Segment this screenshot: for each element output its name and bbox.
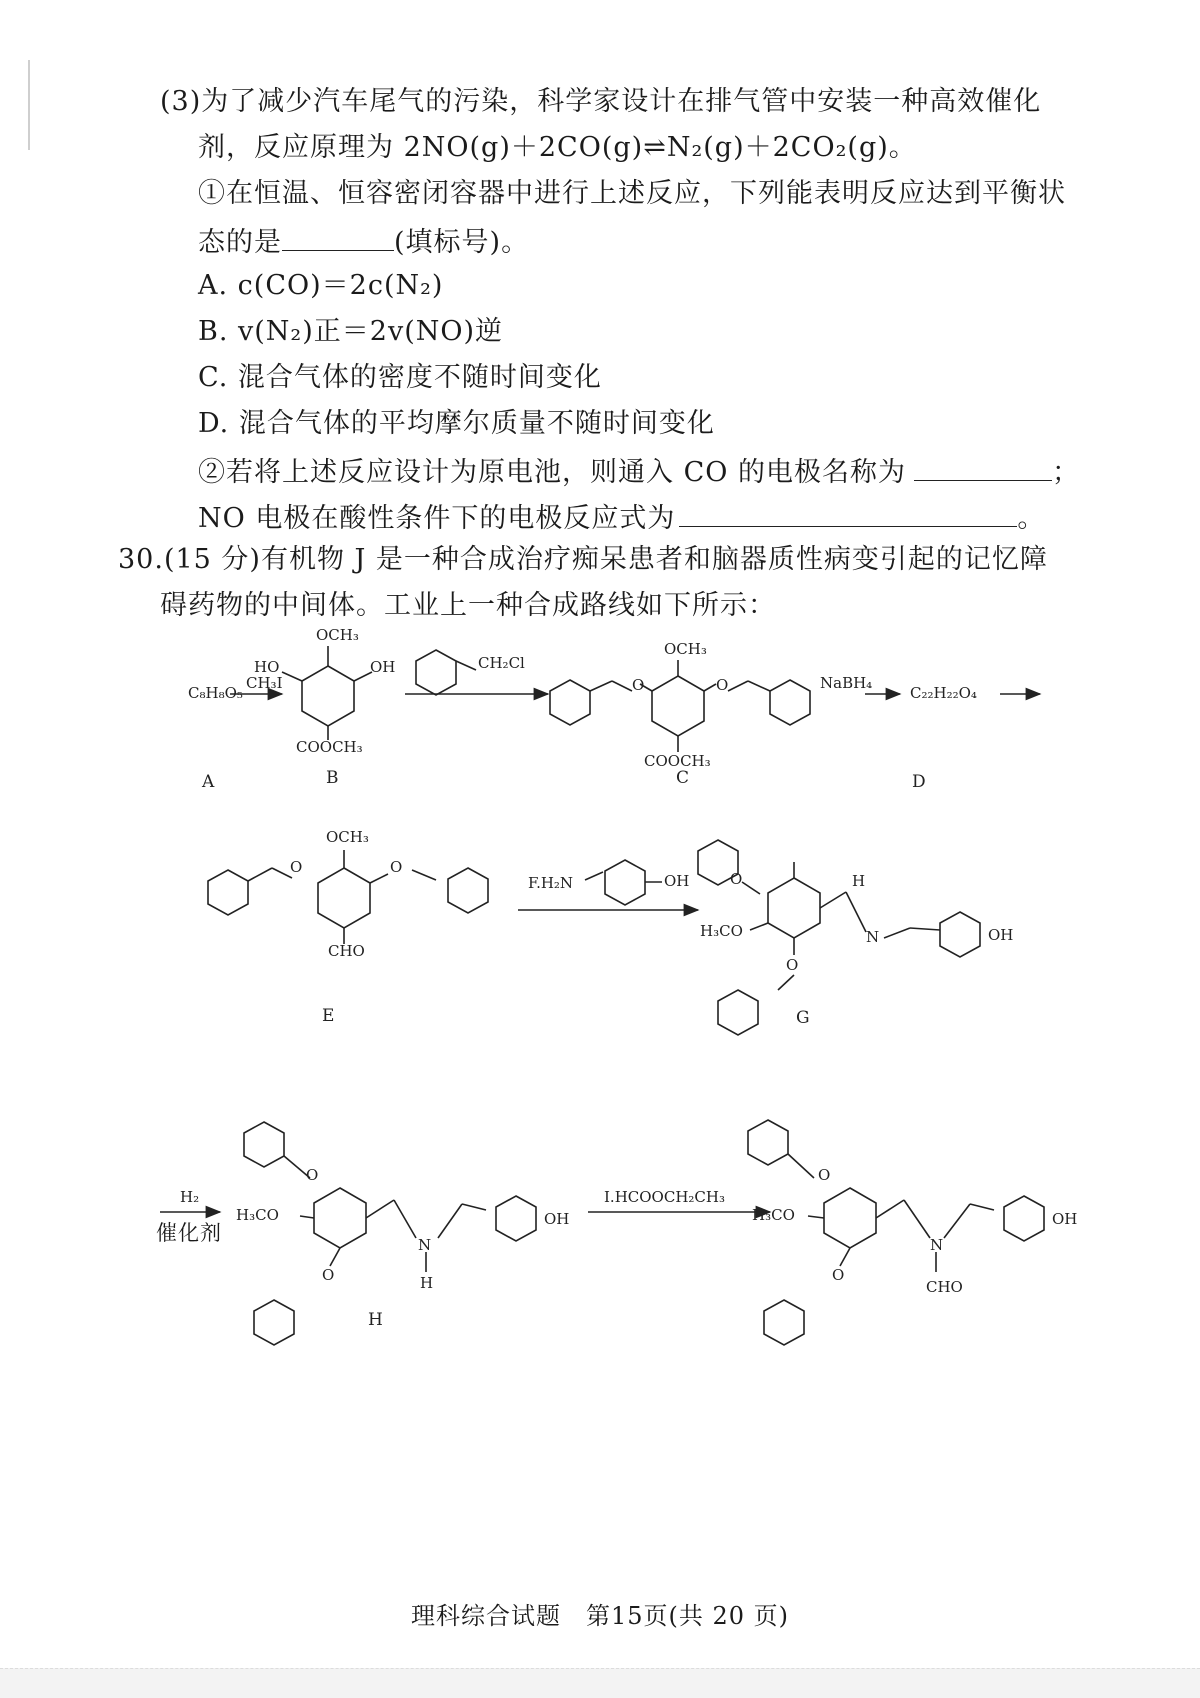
h-nh: H	[420, 1274, 434, 1292]
benzene-ring-reagent	[416, 650, 456, 695]
option-b: B. v(N₂)正＝2v(NO)逆	[198, 316, 504, 347]
benzene-ring-h-right	[496, 1196, 536, 1241]
b-oh: OH	[370, 658, 396, 676]
g-h: H	[852, 872, 866, 890]
g-o-bottom: O	[786, 956, 799, 974]
benzene-ring-c-left	[550, 680, 590, 725]
reagent-catalyst: 催化剂	[156, 1221, 222, 1245]
c-o-left: O	[632, 676, 645, 694]
q3-line2: 剂，反应原理为 2NO(g)＋2CO(g)⇌N₂(g)＋2CO₂(g)。	[198, 132, 917, 163]
h-o-bottom: O	[322, 1266, 335, 1284]
label-g: G	[796, 1008, 810, 1028]
h-oh: OH	[544, 1210, 570, 1228]
reagent-f-oh: OH	[664, 872, 690, 890]
q3-sub2b-end: 。	[1017, 503, 1046, 534]
benzene-ring-h-bottom	[254, 1300, 294, 1345]
reagent-h2: H₂	[180, 1188, 200, 1206]
benzene-ring-g-center	[768, 878, 820, 938]
b-cooch3: COOCH₃	[296, 738, 363, 756]
benzene-ring-e-center	[318, 868, 370, 928]
h-h3co: H₃CO	[236, 1206, 279, 1224]
q3-sub2-pre: ②若将上述反应设计为原电池，则通入 CO 的电极名称为	[198, 457, 906, 488]
j-o-bottom: O	[832, 1266, 845, 1284]
benzene-ring-c-center	[652, 676, 704, 736]
label-e: E	[322, 1006, 335, 1026]
benzene-ring-e-left	[208, 870, 248, 915]
g-n: N	[866, 928, 880, 946]
reagent-ch3i: CH₃I	[246, 674, 283, 692]
q3-sub1-line2-pre: 态的是	[198, 227, 282, 258]
d-formula: C₂₂H₂₂O₄	[910, 684, 977, 702]
j-o-top: O	[818, 1166, 831, 1184]
q30-line2: 碍药物的中间体。工业上一种合成路线如下所示：	[160, 590, 776, 621]
reagent-ch2cl: CH₂Cl	[478, 654, 525, 672]
e-och3: OCH₃	[326, 828, 369, 846]
scan-bottom-band	[0, 1668, 1200, 1698]
j-oh: OH	[1052, 1210, 1078, 1228]
label-d: D	[912, 772, 926, 792]
c-o-right: O	[716, 676, 729, 694]
label-h: H	[368, 1310, 383, 1330]
option-d: D. 混合气体的平均摩尔质量不随时间变化	[198, 408, 715, 439]
c-och3: OCH₃	[664, 640, 707, 658]
benzene-ring-e-right	[448, 868, 488, 913]
benzene-ring-reagent-f	[605, 860, 645, 905]
g-h3co: H₃CO	[700, 922, 743, 940]
j-cho: CHO	[926, 1278, 963, 1296]
q3-sub1-line2-post: (填标号)。	[394, 227, 530, 258]
j-h3co: H₃CO	[752, 1206, 795, 1224]
benzene-ring-h-top	[244, 1122, 284, 1167]
benzene-ring-g-bottom	[718, 990, 758, 1035]
reagent-i: I.HCOOCH₂CH₃	[604, 1188, 725, 1206]
q3-sub1-line1: ①在恒温、恒容密闭容器中进行上述反应，下列能表明反应达到平衡状	[198, 178, 1066, 209]
e-o-left: O	[290, 858, 303, 876]
q3-line1: (3)为了减少汽车尾气的污染，科学家设计在排气管中安装一种高效催化	[160, 86, 1042, 117]
benzene-ring-j-bottom	[764, 1300, 804, 1345]
benzene-ring-j-right	[1004, 1196, 1044, 1241]
benzene-ring-c-right	[770, 680, 810, 725]
q30-line1: 30.(15 分)有机物 J 是一种合成治疗痴呆患者和脑器质性病变引起的记忆障	[118, 544, 1048, 575]
q3-sub2-end: ；	[1051, 457, 1080, 488]
b-ho: HO	[254, 658, 280, 676]
g-o-top: O	[730, 870, 743, 888]
benzene-ring-h-center	[314, 1188, 366, 1248]
benzene-ring-j-top	[748, 1120, 788, 1165]
h-o-top: O	[306, 1166, 319, 1184]
label-a: A	[202, 772, 215, 792]
benzene-ring-j-center	[824, 1188, 876, 1248]
a-formula: C₈H₈O₅	[188, 684, 243, 702]
label-c: C	[676, 768, 690, 788]
q3-sub2b-pre: NO 电极在酸性条件下的电极反应式为	[198, 503, 676, 534]
benzene-ring-b	[302, 666, 354, 726]
benzene-ring-g-right	[940, 912, 980, 957]
j-n: N	[930, 1236, 944, 1254]
reagent-nabh4: NaBH₄	[820, 674, 873, 692]
label-b: B	[326, 768, 339, 788]
g-oh: OH	[988, 926, 1014, 944]
e-cho: CHO	[328, 942, 365, 960]
option-c: C. 混合气体的密度不随时间变化	[198, 362, 602, 393]
b-och3: OCH₃	[316, 626, 359, 644]
e-o-right: O	[390, 858, 403, 876]
page-footer: 理科综合试题 第15页(共 20 页)	[410, 1602, 790, 1630]
h-n: N	[418, 1236, 432, 1254]
reagent-f: F.H₂N	[528, 874, 574, 892]
c-cooch3: COOCH₃	[644, 752, 711, 770]
option-a: A. c(CO)＝2c(N₂)	[198, 270, 444, 301]
